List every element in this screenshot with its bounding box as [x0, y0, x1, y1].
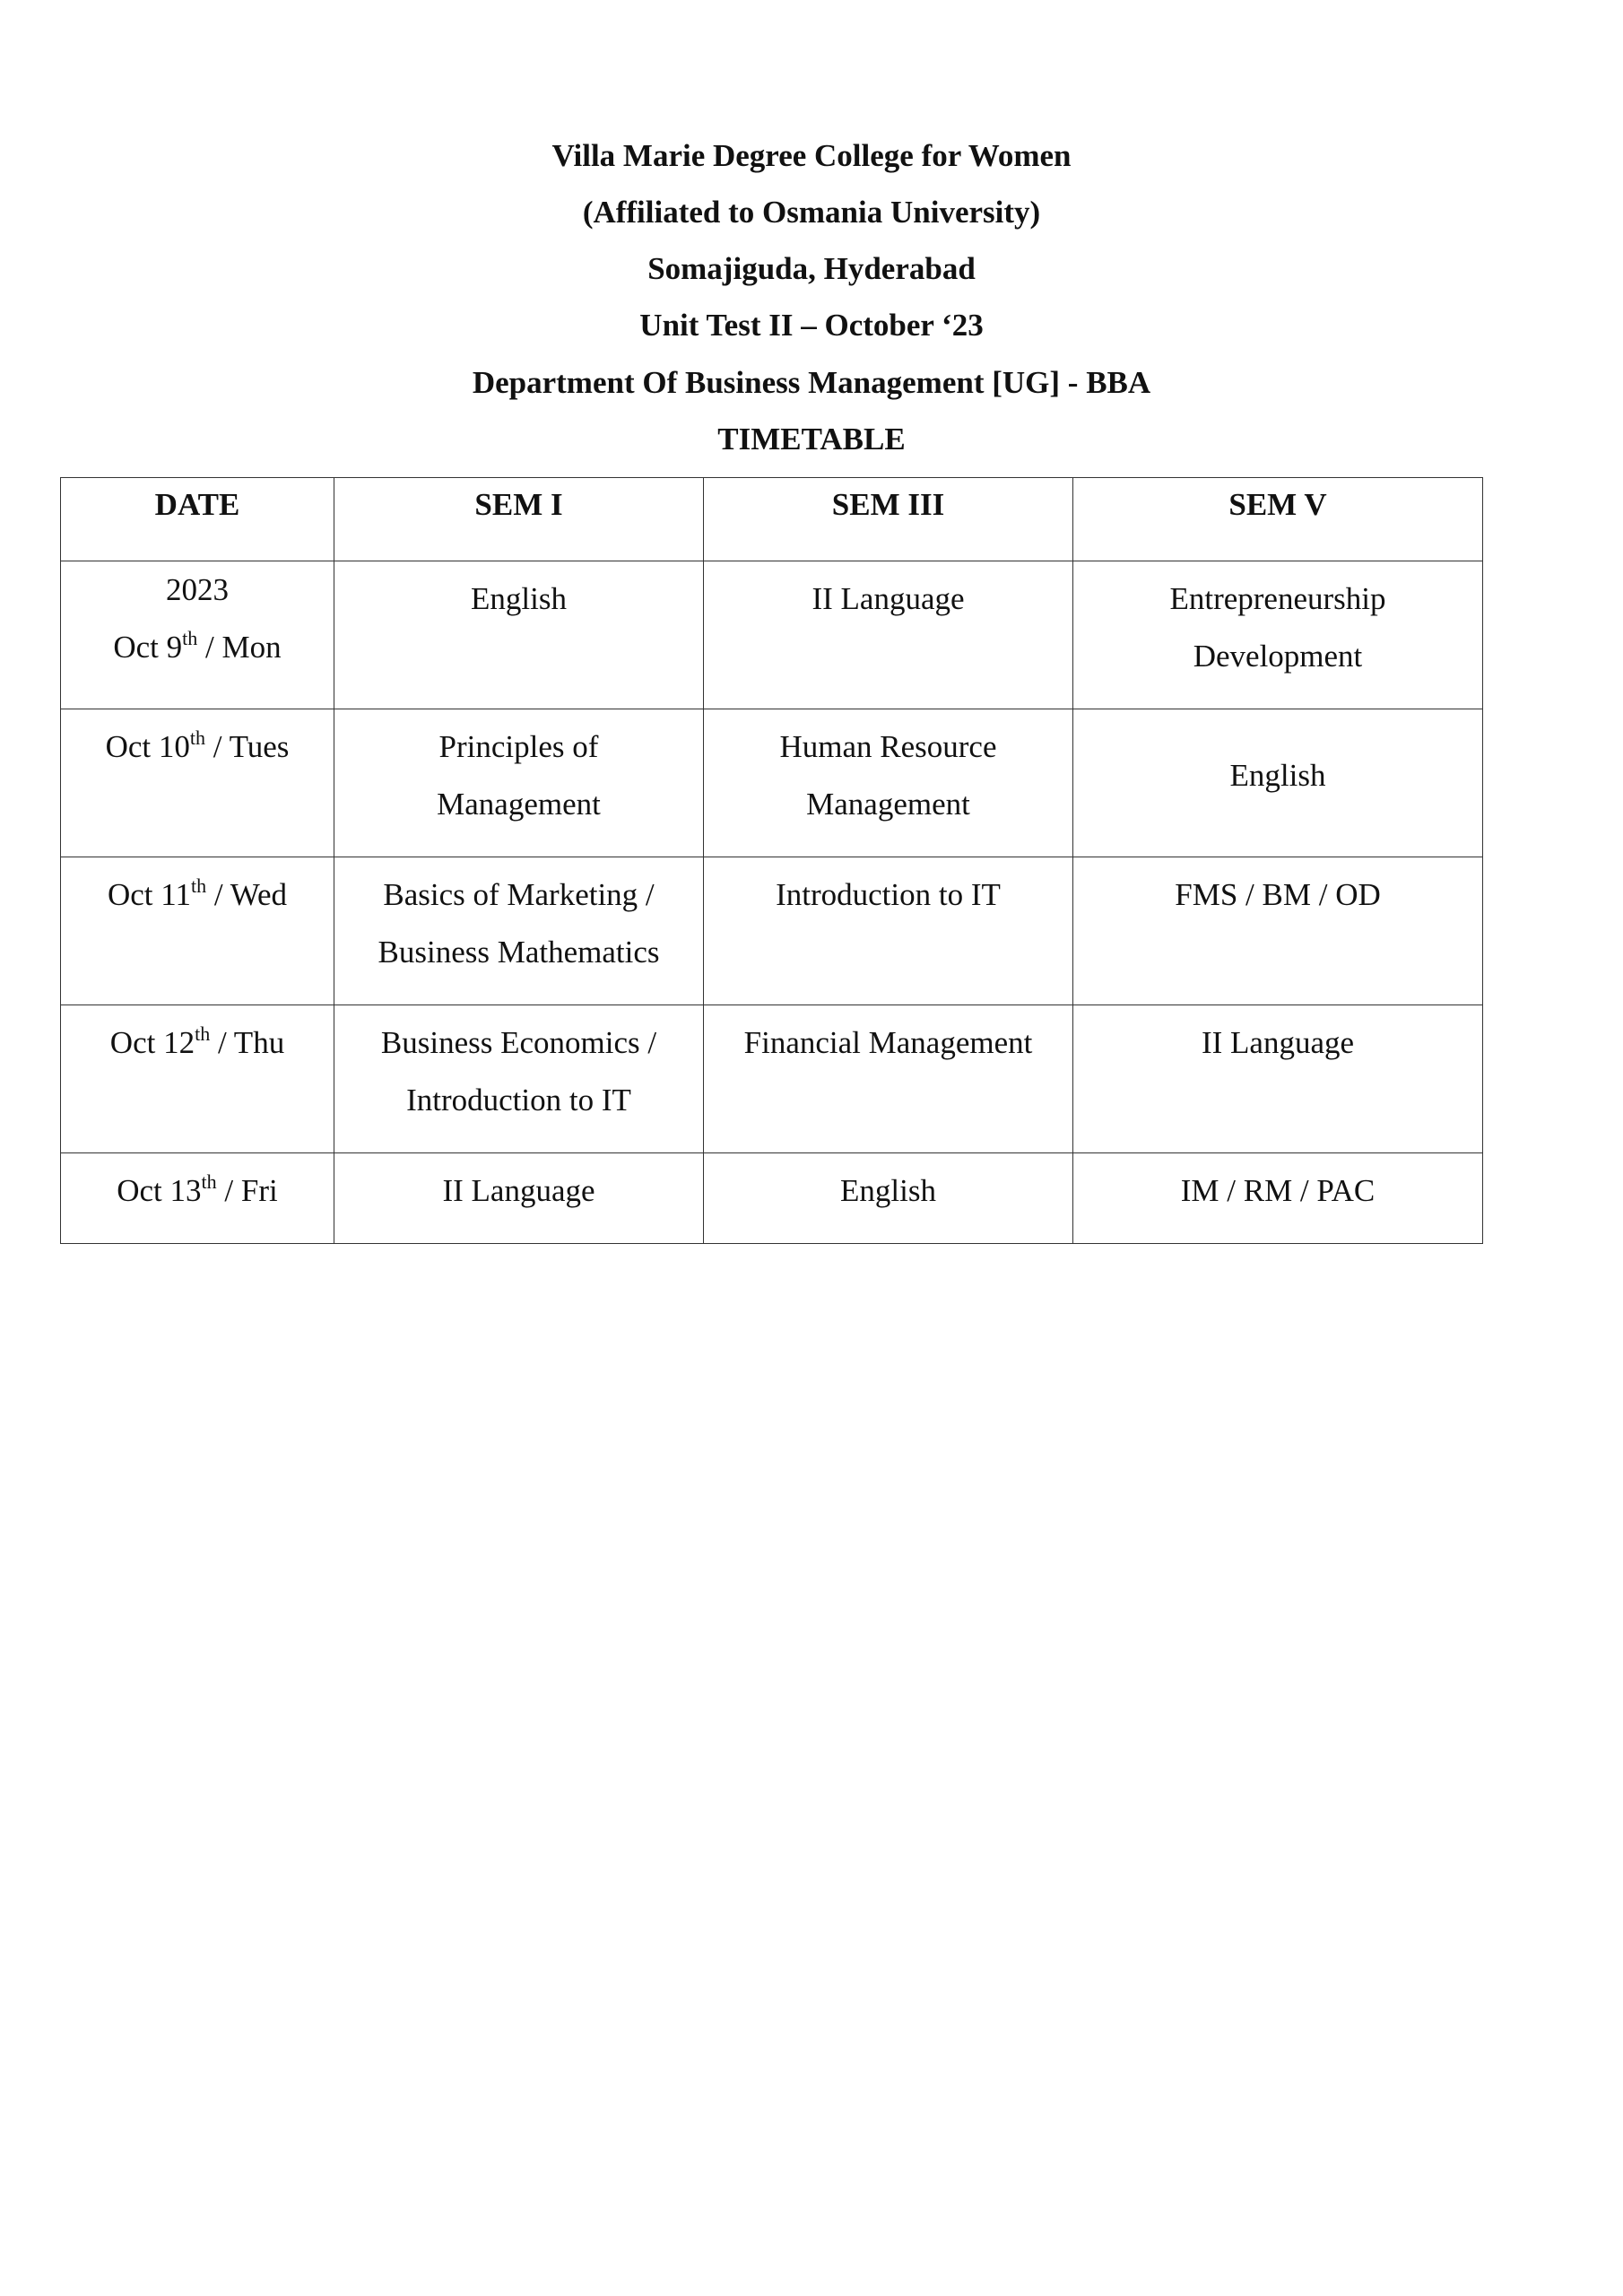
table-row — [61, 561, 1483, 709]
cell-content — [709, 857, 1067, 924]
cell-content — [340, 1153, 698, 1220]
cell-content — [340, 561, 698, 628]
date-ordinal: th — [189, 726, 205, 749]
date-cell — [61, 1005, 334, 1153]
column-header-date: DATE — [61, 478, 334, 561]
department-title: Department Of Business Management [UG] - BBA — [472, 365, 1151, 400]
table-row — [61, 857, 1483, 1005]
sem-1-cell — [334, 561, 704, 709]
column-header-sem-5: SEM V — [1073, 478, 1483, 561]
table-row — [61, 1005, 1483, 1153]
sem-5-cell — [1073, 709, 1483, 857]
cell-content — [340, 1005, 698, 1129]
cell-content — [709, 1153, 1067, 1220]
date-ordinal: th — [195, 1022, 211, 1045]
date-block — [66, 1005, 328, 1072]
sem-1-cell — [334, 1153, 704, 1244]
document-title: TIMETABLE — [717, 422, 906, 457]
college-location: Somajiguda, Hyderabad — [647, 251, 976, 286]
cell-content — [1079, 1005, 1477, 1072]
date-text: Oct 12 — [109, 1025, 195, 1060]
cell-content — [1079, 561, 1477, 685]
sem-5-cell — [1073, 1153, 1483, 1244]
day-text: / Thu — [210, 1025, 285, 1060]
date-label — [66, 619, 328, 676]
date-text: Oct 11 — [108, 877, 191, 912]
date-block — [66, 857, 328, 924]
cell-content — [1079, 857, 1477, 924]
subject-line: FMS / BM / OD — [1175, 877, 1381, 912]
subject-line: English — [471, 581, 567, 616]
date-cell — [61, 1153, 334, 1244]
college-name: Villa Marie Degree College for Women — [551, 138, 1072, 173]
sem-3-cell — [704, 709, 1073, 857]
sem-3-cell — [704, 857, 1073, 1005]
exam-title: Unit Test II – October ‘23 — [639, 308, 984, 343]
cell-content — [1079, 1153, 1477, 1220]
date-ordinal: th — [191, 874, 207, 897]
sem-5-cell — [1073, 1005, 1483, 1153]
subject-line: II Language — [812, 581, 965, 616]
subject-line: II Language — [1201, 1025, 1355, 1060]
cell-content — [340, 709, 698, 833]
date-cell — [61, 709, 334, 857]
cell-content — [709, 709, 1067, 833]
subject-line: English — [840, 1173, 936, 1208]
subject-line: Development — [1193, 639, 1363, 674]
day-text: / Fri — [216, 1173, 278, 1208]
subject-line: Business Economics / — [380, 1025, 657, 1060]
date-block — [66, 1153, 328, 1220]
sem-5-cell — [1073, 857, 1483, 1005]
cell-content — [709, 1005, 1067, 1072]
date-label — [66, 1162, 328, 1220]
date-block — [66, 561, 328, 676]
subject-line: Business Mathematics — [378, 935, 660, 970]
sem-1-cell — [334, 709, 704, 857]
sem-1-cell — [334, 1005, 704, 1153]
table-row — [61, 1153, 1483, 1244]
sem-1-cell — [334, 857, 704, 1005]
sem-3-cell — [704, 561, 1073, 709]
date-cell — [61, 857, 334, 1005]
date-label — [66, 1014, 328, 1072]
day-text: / Mon — [197, 630, 282, 665]
day-text: / Tues — [205, 729, 290, 764]
date-label — [66, 718, 328, 776]
date-text: Oct 9 — [113, 630, 183, 665]
timetable — [60, 477, 1483, 1244]
date-label — [66, 866, 328, 924]
year-label: 2023 — [166, 572, 229, 607]
subject-line: Introduction to IT — [776, 877, 1001, 912]
date-block — [66, 709, 328, 776]
date-text: Oct 13 — [117, 1173, 202, 1208]
cell-content — [1079, 709, 1477, 804]
subject-line: English — [1229, 758, 1326, 793]
subject-line: II Language — [442, 1173, 595, 1208]
date-ordinal: th — [201, 1170, 217, 1193]
affiliation: (Affiliated to Osmania University) — [582, 195, 1041, 230]
date-text: Oct 10 — [105, 729, 190, 764]
cell-content — [709, 561, 1067, 628]
sem-3-cell — [704, 1005, 1073, 1153]
cell-content — [340, 857, 698, 981]
subject-line: Introduction to IT — [406, 1083, 631, 1118]
sem-3-cell — [704, 1153, 1073, 1244]
subject-line: Management — [806, 787, 970, 822]
subject-line: IM / RM / PAC — [1180, 1173, 1376, 1208]
date-ordinal: th — [182, 627, 198, 649]
subject-line: Principles of — [438, 729, 599, 764]
sem-5-cell — [1073, 561, 1483, 709]
day-text: / Wed — [206, 877, 287, 912]
subject-line: Entrepreneurship — [1169, 581, 1386, 616]
date-cell — [61, 561, 334, 709]
table-row — [61, 709, 1483, 857]
table-header-row — [61, 478, 1483, 561]
subject-line: Management — [437, 787, 601, 822]
subject-line: Human Resource — [779, 729, 997, 764]
column-header-sem-3: SEM III — [704, 478, 1073, 561]
subject-line: Financial Management — [743, 1025, 1033, 1060]
subject-line: Basics of Marketing / — [383, 877, 655, 912]
column-header-sem-1: SEM I — [334, 478, 704, 561]
